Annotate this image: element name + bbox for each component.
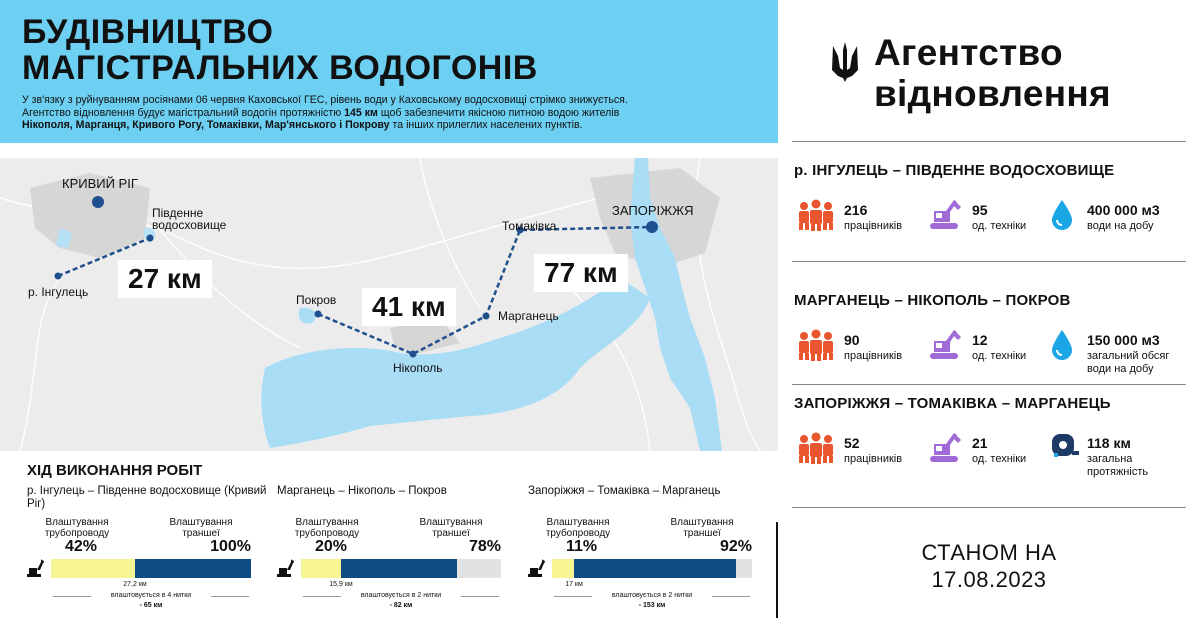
total-length: - 65 км bbox=[139, 602, 163, 609]
machines-count: 12 bbox=[972, 332, 988, 348]
label-tomakivka: Томаківка bbox=[502, 219, 557, 233]
pipe-label: Влаштування трубопроводу bbox=[294, 517, 360, 539]
tape-measure-icon bbox=[1050, 431, 1080, 464]
route-name: р. Інгулець – Південне водосховище (Кривий Ріг) bbox=[27, 485, 267, 510]
total-length: - 82 км bbox=[389, 602, 413, 609]
pipe-km: 27,2 км bbox=[123, 581, 147, 588]
bar-trench bbox=[135, 559, 251, 578]
machines-count: 95 bbox=[972, 202, 988, 218]
machines-label: од. техніки bbox=[972, 453, 1027, 465]
bar-pipe bbox=[552, 559, 574, 578]
third-stat-label-1: загальна bbox=[1087, 453, 1133, 465]
intro-3b: та інших прилеглих населених пунктів. bbox=[389, 119, 583, 131]
pipe-km: 17 км bbox=[565, 581, 583, 588]
status-date bbox=[778, 539, 1200, 593]
section-title: МАРГАНЕЦЬ – НІКОПОЛЬ – ПОКРОВ bbox=[794, 292, 1071, 309]
water-drop-icon bbox=[1050, 198, 1074, 235]
distance-41: 41 км bbox=[362, 288, 456, 326]
machines-label: од. техніки bbox=[972, 220, 1027, 232]
threads-note: влаштовується в 2 нитки bbox=[592, 591, 712, 600]
progress-title: ХІД ВИКОНАННЯ РОБІТ bbox=[27, 462, 203, 479]
page-title bbox=[22, 14, 722, 86]
label-zaporizhzhia: ЗАПОРІЖЖЯ bbox=[612, 203, 694, 218]
dot-nikopol bbox=[410, 351, 417, 358]
dot-zaporizhzhia bbox=[646, 221, 658, 233]
intro-length: 145 км bbox=[344, 106, 378, 119]
bar-trench bbox=[341, 559, 457, 578]
title-line-2: МАГІСТРАЛЬНИХ ВОДОГОНІВ bbox=[22, 49, 538, 87]
third-stat-label-1: води на добу bbox=[1087, 220, 1154, 232]
label-pivdenne-2: водосховище bbox=[152, 218, 227, 232]
trench-percent: 78% bbox=[468, 538, 501, 555]
label-inhulets: р. Інгулець bbox=[28, 285, 89, 299]
excavator-icon bbox=[926, 327, 962, 366]
threads-note: влаштовується в 4 нитки bbox=[91, 591, 211, 600]
workers-count: 216 bbox=[844, 202, 868, 218]
excavator-icon bbox=[926, 430, 962, 469]
pipe-percent: 42% bbox=[65, 538, 98, 555]
divider-1 bbox=[792, 141, 1186, 142]
dot-pivdenne bbox=[147, 235, 154, 242]
label-marhanets: Марганець bbox=[498, 309, 559, 323]
divider-4 bbox=[792, 507, 1186, 508]
third-stat-label-1: загальний обсяг bbox=[1087, 350, 1170, 362]
total-length: - 153 км bbox=[638, 602, 666, 609]
third-stat-value: 150 000 м3 bbox=[1087, 332, 1160, 348]
pipe-label: Влаштування трубопроводу bbox=[44, 517, 110, 539]
status-line-1: СТАНОМ НА bbox=[921, 540, 1057, 565]
route-name-box bbox=[27, 485, 277, 513]
third-stat-value: 400 000 м3 bbox=[1087, 202, 1160, 218]
bar-pipe bbox=[51, 559, 135, 578]
trench-percent: 100% bbox=[210, 538, 251, 555]
intro-text bbox=[22, 94, 767, 132]
dot-kryvyi-rih bbox=[92, 196, 104, 208]
workers-count: 52 bbox=[844, 435, 860, 451]
label-nikopol: Нікополь bbox=[393, 361, 443, 375]
trident-icon bbox=[830, 40, 860, 84]
excavator-icon bbox=[926, 197, 962, 236]
workers-count: 90 bbox=[844, 332, 860, 348]
pipe-label: Влаштування трубопроводу bbox=[545, 517, 611, 539]
dot-inhulets bbox=[55, 273, 62, 280]
water-drop-icon bbox=[1050, 328, 1074, 365]
agency-name bbox=[874, 32, 1111, 114]
intro-2c: щоб забезпечити якісною питною водою жителів bbox=[377, 106, 620, 119]
route-name-box bbox=[277, 485, 527, 513]
distance-77: 77 км bbox=[534, 254, 628, 292]
bar-pipe bbox=[301, 559, 341, 578]
third-stat-label-2: протяжність bbox=[1087, 466, 1149, 478]
workers-label: працівників bbox=[844, 220, 903, 232]
route-name: Марганець – Нікополь – Покров bbox=[277, 485, 447, 497]
threads-note: влаштовується в 2 нитки bbox=[341, 591, 461, 600]
workers-icon bbox=[796, 199, 836, 236]
agency-line-1: Агентство bbox=[874, 32, 1063, 73]
excavator-icon bbox=[526, 556, 546, 583]
intro-line-2 bbox=[22, 107, 767, 120]
route-name-box bbox=[528, 485, 778, 513]
route-map bbox=[0, 158, 778, 451]
label-pokrov: Покров bbox=[296, 293, 337, 307]
distance-27: 27 км bbox=[118, 260, 212, 298]
dot-pokrov bbox=[315, 311, 322, 318]
right-panel bbox=[778, 0, 1200, 630]
intro-2a: Агентство відновлення будує магістральний водогін протяжністю bbox=[22, 106, 345, 119]
status-line-2: 17.08.2023 bbox=[931, 567, 1047, 592]
workers-label: працівників bbox=[844, 350, 903, 362]
trench-label: Влаштування траншеї bbox=[670, 517, 734, 539]
pipe-percent: 11% bbox=[566, 538, 598, 555]
bar-trench bbox=[574, 559, 736, 578]
trench-label: Влаштування траншеї bbox=[169, 517, 233, 539]
trench-percent: 92% bbox=[719, 538, 752, 555]
intro-line-1: У зв'язку з руйнуванням росіянами 06 червня Каховської ГЕС, рівень води у Каховському водосховищі стрімко знижується. bbox=[22, 94, 628, 106]
workers-icon bbox=[796, 432, 836, 469]
label-pivdenne-1: Південне bbox=[152, 206, 204, 220]
pipe-km: 15,9 км bbox=[329, 581, 353, 588]
section-title: р. ІНГУЛЕЦЬ – ПІВДЕННЕ ВОДОСХОВИЩЕ bbox=[794, 162, 1115, 179]
title-line-1: БУДІВНИЦТВО bbox=[22, 13, 274, 51]
excavator-icon bbox=[25, 556, 45, 583]
machines-label: од. техніки bbox=[972, 350, 1027, 362]
third-stat-value: 118 км bbox=[1087, 435, 1131, 451]
intro-towns: Нікополя, Марганця, Кривого Рогу, Томаківки, Мар'янського і Покрову bbox=[22, 119, 390, 131]
dot-marhanets bbox=[483, 313, 490, 320]
header-banner bbox=[0, 0, 778, 143]
divider-2 bbox=[792, 261, 1186, 262]
intro-line-3 bbox=[22, 119, 767, 132]
machines-count: 21 bbox=[972, 435, 988, 451]
section-title: ЗАПОРІЖЖЯ – ТОМАКІВКА – МАРГАНЕЦЬ bbox=[794, 395, 1111, 412]
label-kryvyi-rih: КРИВИЙ РІГ bbox=[62, 176, 138, 191]
pipe-percent: 20% bbox=[315, 538, 348, 555]
trench-label: Влаштування траншеї bbox=[419, 517, 483, 539]
route-name: Запоріжжя – Томаківка – Марганець bbox=[528, 485, 721, 497]
workers-label: працівників bbox=[844, 453, 903, 465]
excavator-icon bbox=[275, 556, 295, 583]
workers-icon bbox=[796, 329, 836, 366]
third-stat-label-2: води на добу bbox=[1087, 363, 1154, 375]
divider-3 bbox=[792, 384, 1186, 385]
agency-line-2: відновлення bbox=[874, 73, 1111, 114]
